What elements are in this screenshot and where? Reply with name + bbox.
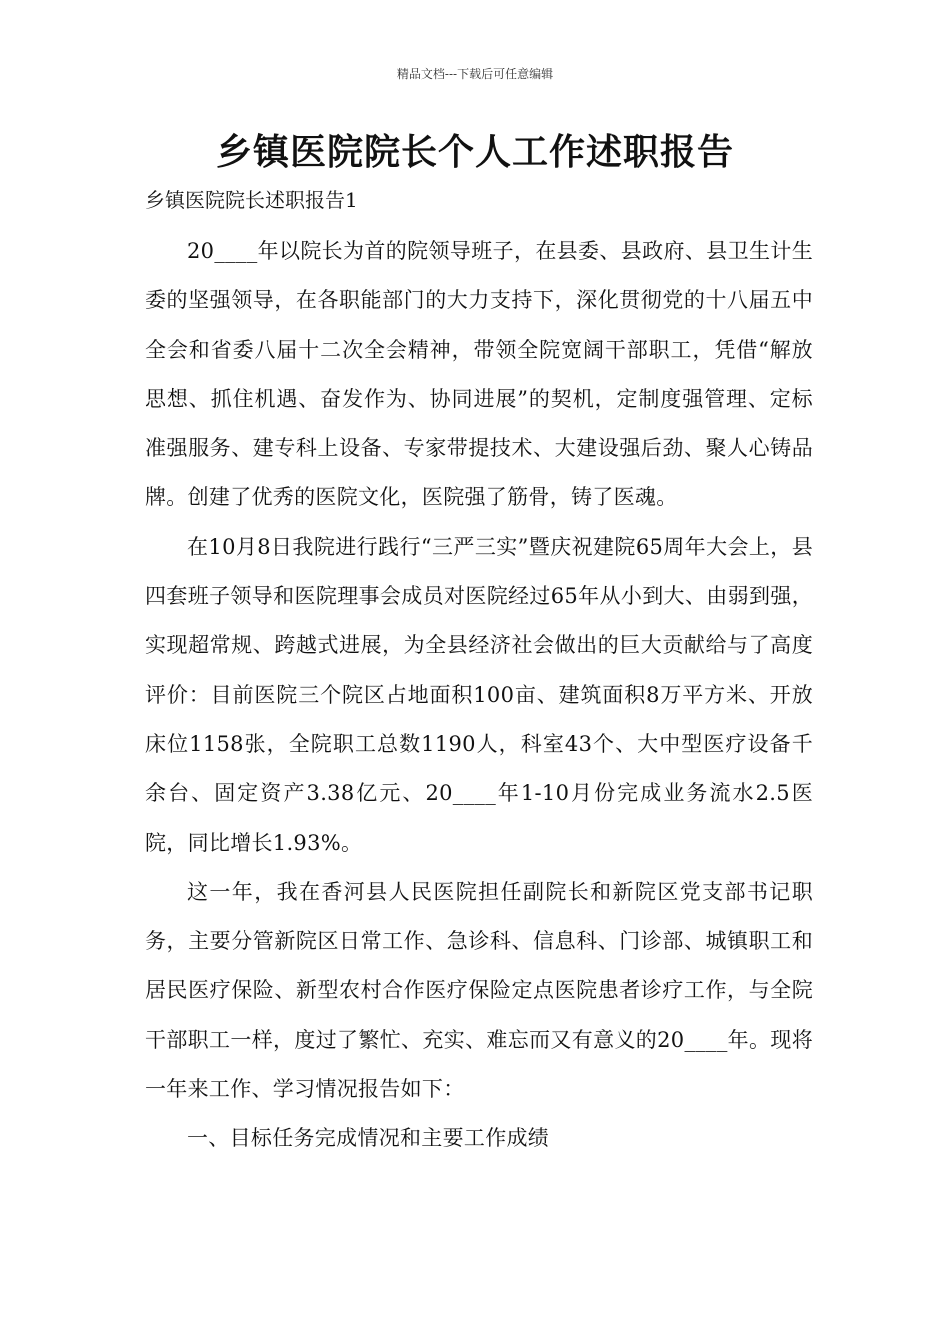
paragraph-1: 20____年以院长为首的院领导班子，在县委、县政府、县卫生计生委的坚强领导，在各职能部门的大力支持下，深化贯彻党的十八届五中全会和省委八届十二次全会精神，带领全院宽阔干部职工，凭借“解放思想、抓住机遇、奋发作为、协同进展”的契机，定制度强管理、定标准强服务、建专科上设备、专家带提技术、大建设强后劲、聚人心铸品牌。创建了优秀的医院文化，医院强了筋骨，铸了医魂。 [145,239,813,510]
paragraph-3: 这一年，我在香河县人民医院担任副院长和新院区党支部书记职务，主要分管新院区日常工作、急诊科、信息科、门诊部、城镇职工和居民医疗保险、新型农村合作医疗保险定点医院患者诊疗工作，与全院干部职工一样，度过了繁忙、充实、难忘而又有意义的20____年。现将一年来工作、学习情况报告如下： [145,879,813,1102]
document-body [145,227,813,1164]
document-subtitle: 乡镇医院院长述职报告1 [145,188,358,212]
page-header-note: 精品文档---下载后可任意编辑 [396,67,554,81]
paragraph-2: 在10月8日我院进行践行“三严三实”暨庆祝建院65周年大会上，县四套班子领导和医院理事会成员对医院经过65年从小到大、由弱到强，实现超常规、跨越式进展，为全县经济社会做出的巨大贡献给与了高度评价：目前医院三个院区占地面积100亩、建筑面积8万平方米、开放床位1158张，全院职工总数1190人，科室43个、大中型医疗设备千余台、固定资产3.38亿元、20____年1-10月份完成业务流水2.5医院，同比增长1.93%。 [145,534,813,855]
section-heading: 一、目标任务完成情况和主要工作成绩 [187,1126,550,1151]
document-title: 乡镇医院院长个人工作述职报告 [215,131,734,173]
